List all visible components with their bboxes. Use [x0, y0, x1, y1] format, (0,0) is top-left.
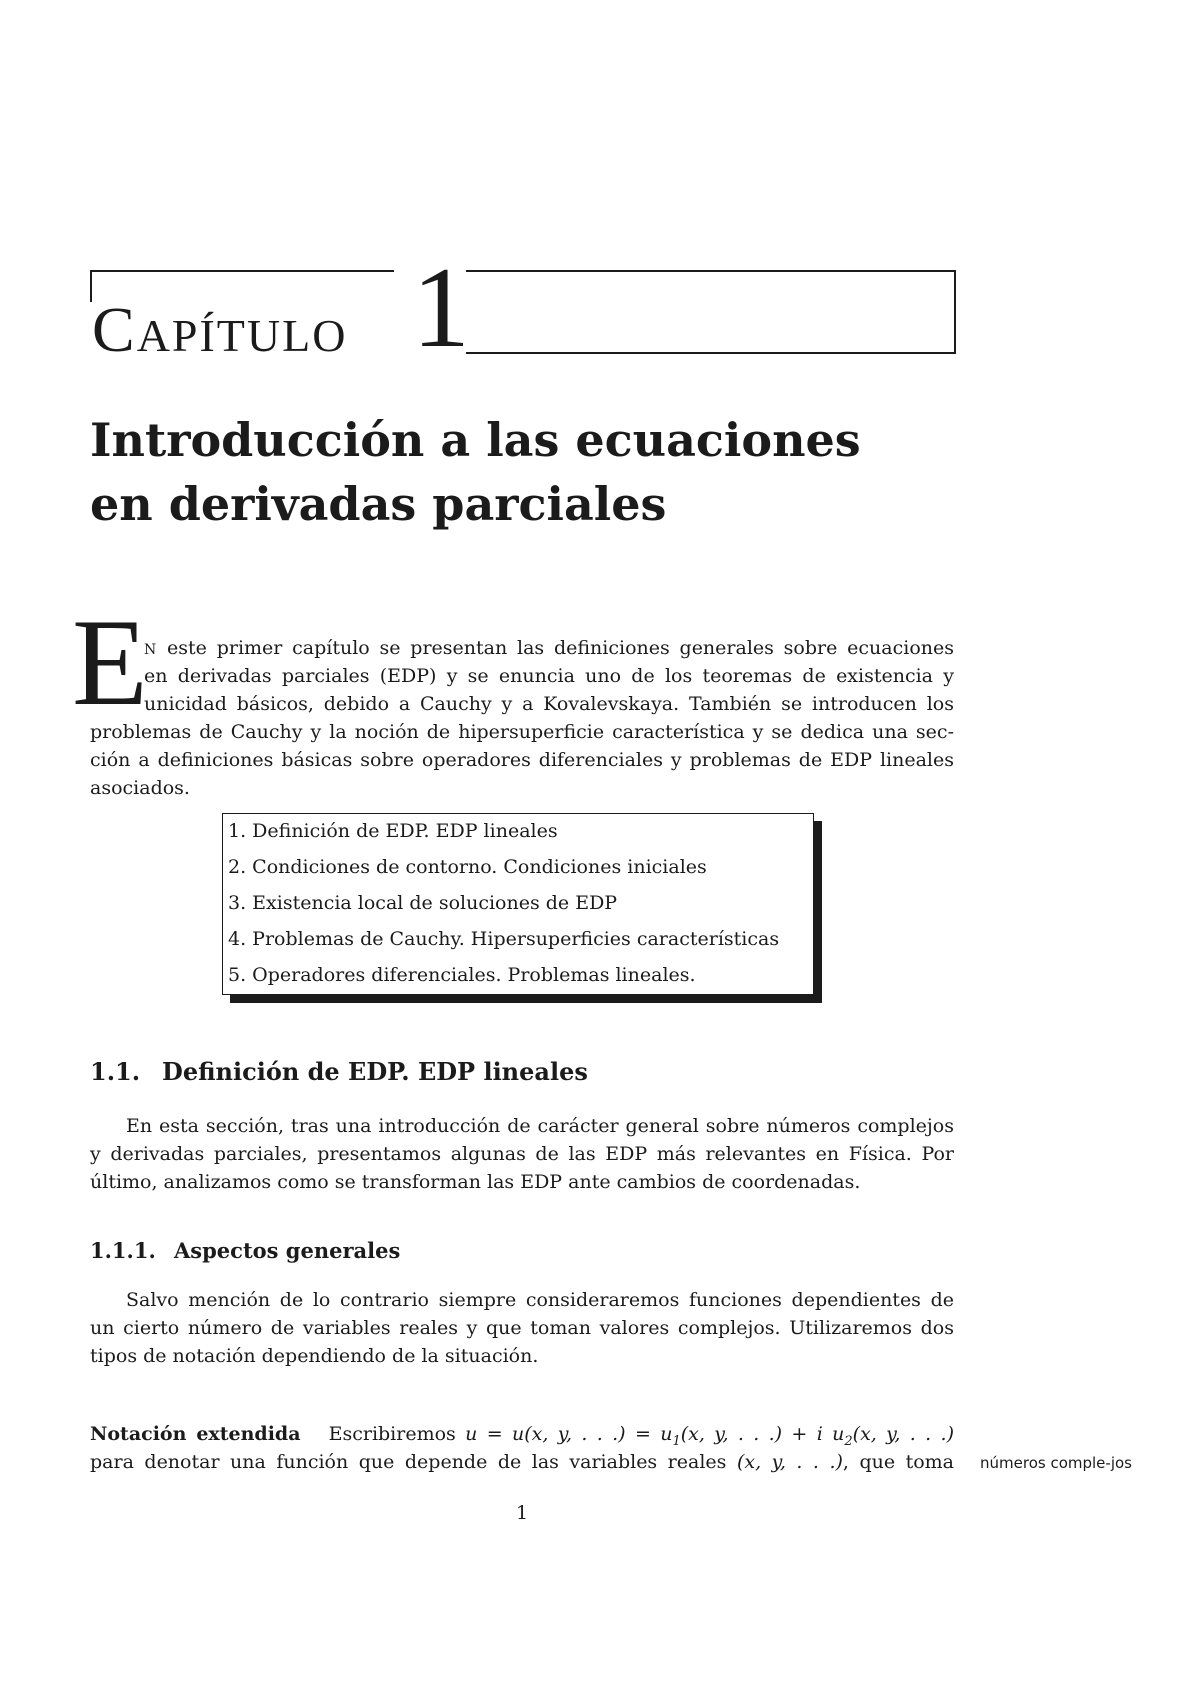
math-part: (x, y, . . .)	[852, 1423, 955, 1445]
contents-item: 5. Operadores diferenciales. Problemas lineales.	[228, 964, 696, 986]
contents-item: 3. Existencia local de soluciones de EDP	[228, 892, 618, 914]
intro-small-caps: N	[144, 642, 158, 658]
chapter-number: 1	[412, 244, 470, 372]
paragraph-line: Salvo mención de lo contrario siempre consideraremos funciones dependientes de	[126, 1289, 954, 1311]
math-part: (x, y, . . .) + i u	[680, 1423, 845, 1445]
margin-note: números comple-jos	[980, 1454, 1132, 1472]
notation-label: Notación extendida	[90, 1423, 301, 1445]
math-subscript: 2	[844, 1433, 853, 1449]
math-part: u = u(x, y, . . .) = u	[465, 1423, 673, 1445]
contents-item: 2. Condiciones de contorno. Condiciones iniciales	[228, 856, 707, 878]
section-title: Definición de EDP. EDP lineales	[162, 1057, 588, 1086]
paragraph-line: y derivadas parciales, presentamos algunas de las EDP más relevantes en Física. Por	[90, 1143, 954, 1165]
drop-cap: E	[72, 594, 148, 731]
math-subscript: 1	[672, 1433, 681, 1449]
notation-math: (x, y, . . .)	[736, 1451, 843, 1473]
notation-text: Escribiremos	[328, 1423, 456, 1445]
subsection-number: 1.1.1.	[90, 1238, 156, 1263]
section-number: 1.1.	[90, 1057, 141, 1086]
notation-text: para denotar una función que depende de las variables reales	[90, 1451, 727, 1473]
subsection-title: Aspectos generales	[174, 1238, 401, 1263]
paragraph-line: un cierto número de variables reales y que toman valores complejos. Utilizaremos dos	[90, 1317, 954, 1339]
paragraph-line: tipos de notación dependiendo de la situación.	[90, 1345, 539, 1367]
notation-text: , que toma	[842, 1451, 955, 1473]
intro-line	[144, 634, 954, 664]
paragraph-line: En esta sección, tras una introducción de carácter general sobre números complejos	[126, 1115, 954, 1137]
notation-line	[90, 1448, 954, 1476]
intro-line: asociados.	[90, 777, 190, 799]
section-heading	[90, 1056, 588, 1088]
notation-math	[465, 1423, 955, 1449]
intro-line-text: este primer capítulo se presentan las definiciones generales sobre ecuaciones	[157, 637, 954, 659]
chapter-frame-right	[466, 270, 956, 354]
intro-line: unicidad básicos, debido a Cauchy y a Kovalevskaya. También se introducen los	[144, 693, 954, 715]
intro-line: ción a definiciones básicas sobre operadores diferenciales y problemas de EDP lineales	[90, 749, 954, 771]
chapter-title	[90, 408, 990, 536]
intro-line: problemas de Cauchy y la noción de hipersuperficie característica y se dedica una sec-	[90, 721, 954, 743]
chapter-title-line: en derivadas parciales	[90, 477, 667, 531]
intro-line: en derivadas parciales (EDP) y se enuncia uno de los teoremas de existencia y	[144, 665, 954, 687]
subsection-heading	[90, 1236, 400, 1266]
contents-item: 4. Problemas de Cauchy. Hipersuperficies características	[228, 928, 780, 950]
chapter-label-rest: APÍTULO	[136, 310, 348, 361]
contents-item: 1. Definición de EDP. EDP lineales	[228, 820, 558, 842]
chapter-label	[92, 294, 348, 366]
chapter-label-initial: C	[92, 294, 137, 365]
page-number: 1	[515, 1502, 529, 1524]
paragraph-line: último, analizamos como se transforman las EDP ante cambios de coordenadas.	[90, 1171, 861, 1193]
chapter-title-line: Introducción a las ecuaciones	[90, 413, 861, 467]
